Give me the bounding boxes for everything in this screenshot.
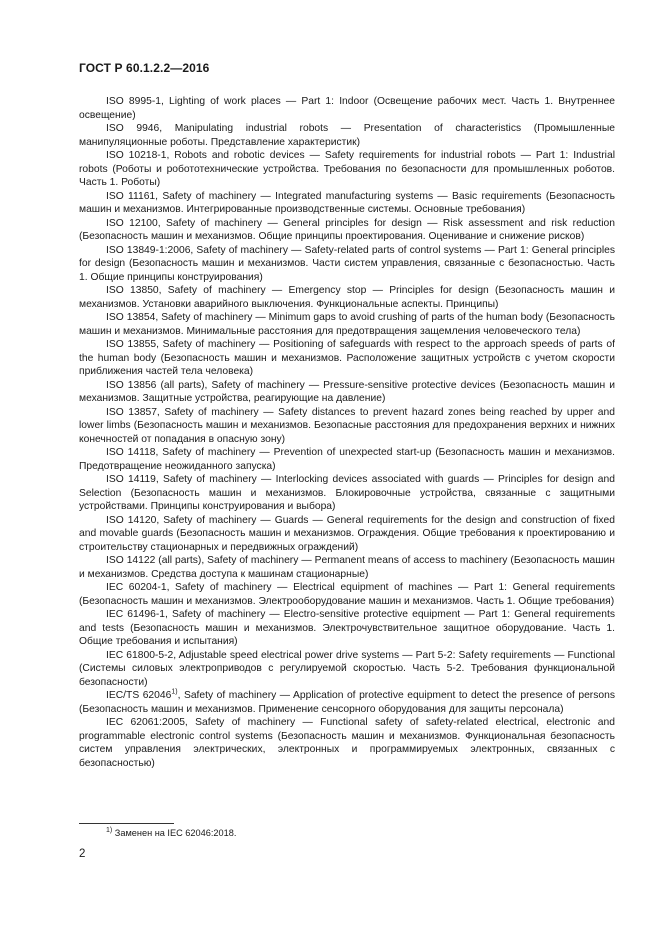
reference-item-iec-ts-62046 — [79, 689, 615, 716]
reference-item: ISO 13855, Safety of machinery — Positioning of safeguards with respect to the approach speeds of parts of the human body (Безопасность машин и механизмов. Расположение защитных устройств с учетом скорости приближения частей тела человека) — [79, 339, 615, 377]
reference-text: , Safety of machinery — Application of protective equipment to detect the presence of persons (Безопасность машин и механизмов. Применение сенсорного оборудования для защиты персонала) — [79, 690, 615, 715]
reference-item: ISO 14119, Safety of machinery — Interlocking devices associated with guards — Principles for design and Selection (Безопасность машин и механизмов. Блокировочные устройства, связанные с защитными устройствами. Принципы конструирования и выбора) — [79, 474, 615, 512]
footnote — [106, 828, 236, 838]
reference-item: ISO 9946, Manipulating industrial robots — Presentation of characteristics (Промышленные манипуляционные роботы. Представление характеристик) — [79, 123, 615, 148]
normative-references — [79, 95, 615, 770]
reference-item: IEC 61800-5-2, Adjustable speed electrical power drive systems — Part 5-2: Safety requirements — Functional (Системы силовых электроприводов с регулируемой скоростью. Часть 5-2. Требования функциональной безопасности) — [79, 649, 615, 688]
page-number: 2 — [79, 848, 86, 860]
footnote-marker: 1) — [106, 826, 113, 834]
reference-item: IEC 62061:2005, Safety of machinery — Functional safety of safety-related electrical, electronic and programmable electronic control systems (Безопасность машин и механизмов. Функциональная безопасность систем управления электрических, электронных и программируемых электронных, связанных с безопасностью) — [79, 717, 615, 769]
reference-item: ISO 13854, Safety of machinery — Minimum gaps to avoid crushing of parts of the human body (Безопасность машин и механизмов. Минимальные расстояния для предотвращения защемления человеческого тела) — [79, 312, 615, 337]
reference-item: ISO 8995-1, Lighting of work places — Part 1: Indoor (Освещение рабочих мест. Часть 1. Внутреннее освещение) — [79, 96, 615, 121]
reference-code: IEC/TS 62046 — [106, 690, 172, 701]
reference-item: IEC 60204-1, Safety of machinery — Electrical equipment of machines — Part 1: General requirements (Безопасность машин и механизмов. Электрооборудование машин и механизмов. Часть 1. Общие требования) — [79, 582, 615, 607]
footnote-divider — [79, 823, 174, 824]
reference-item: ISO 14118, Safety of machinery — Prevention of unexpected start-up (Безопасность машин и механизмов. Предотвращение неожиданного запуска) — [79, 447, 615, 472]
reference-item: ISO 12100, Safety of machinery — General principles for design — Risk assessment and risk reduction (Безопасность машин и механизмов. Общие принципы проектирования. Оценивание и снижение рисков) — [79, 217, 615, 242]
reference-item: ISO 10218-1, Robots and robotic devices — Safety requirements for industrial robots — Part 1: Industrial robots (Роботы и робототехнические устройства. Требования по безопасности для промышленных роботов. Часть 1. Роботы) — [79, 150, 615, 188]
reference-item: IEC 61496-1, Safety of machinery — Electro-sensitive protective equipment — Part 1: General requirements and tests (Безопасность машин и механизмов. Электрочувствительное защитное оборудование. Часть 1. Общие требования и испытания) — [79, 609, 615, 647]
reference-item: ISO 13856 (all parts), Safety of machinery — Pressure-sensitive protective devices (Безопасность машин и механизмов. Защитные устройства, реагирующие на давление) — [79, 379, 615, 404]
footnote-text: Заменен на IEC 62046:2018. — [114, 828, 237, 838]
reference-item: ISO 13857, Safety of machinery — Safety distances to prevent hazard zones being reached by upper and lower limbs (Безопасность машин и механизмов. Безопасные расстояния для предохранения верхних и нижних конечностей от попадания в опасную зону) — [79, 406, 615, 445]
reference-item: ISO 13849-1:2006, Safety of machinery — Safety-related parts of control systems — Part 1: General principles for design (Безопасность машин и механизмов. Части систем управления, связанные с безопасностью. Часть 1. Общие принципы конструирования) — [79, 244, 615, 283]
reference-item: ISO 11161, Safety of machinery — Integrated manufacturing systems — Basic requirements (Безопасность машин и механизмов. Интегрированные производственные системы. Основные требования) — [79, 190, 615, 215]
reference-item: ISO 14120, Safety of machinery — Guards — General requirements for the design and construction of fixed and movable guards (Безопасность машин и механизмов. Ограждения. Общие требования к проектированию и строительству стационарных и передвижных ограждений) — [79, 514, 615, 553]
reference-item: ISO 13850, Safety of machinery — Emergency stop — Principles for design (Безопасность машин и механизмов. Установки аварийного выключения. Функциональные аспекты. Принципы) — [79, 285, 615, 310]
document-header: ГОСТ Р 60.1.2.2—2016 — [79, 61, 210, 75]
reference-item: ISO 14122 (all parts), Safety of machinery — Permanent means of access to machinery (Безопасность машин и механизмов. Средства доступа к машинам стационарные) — [79, 555, 615, 580]
footnote-marker: 1) — [171, 688, 178, 696]
